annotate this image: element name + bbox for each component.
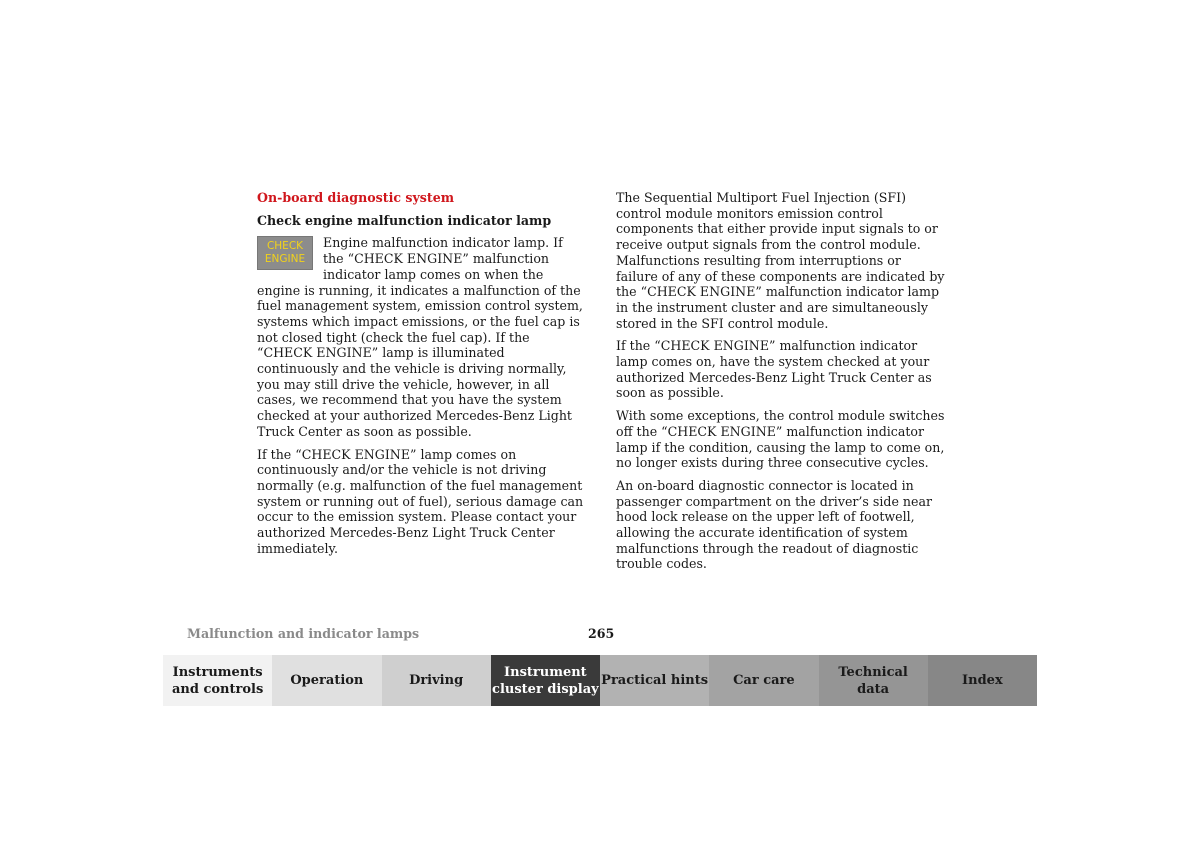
- left-column: [257, 190, 585, 563]
- body-paragraph: If the “CHECK ENGINE” lamp comes on continuously and/or the vehicle is not driving normally (e.g. malfunction of the fuel management system or running out of fuel), serious damage can occur to the emission system. Please contact your authorized Mercedes-Benz Light Truck Center immediately.: [257, 446, 584, 556]
- body-paragraph: With some exceptions, the control module switches off the “CHECK ENGINE” malfunction indicator lamp if the condition, causing the lamp to come on, no longer exists during three consecutive cycles.: [616, 408, 945, 471]
- tab-label: Technical data: [838, 664, 908, 697]
- lamp-label-line2: ENGINE: [264, 253, 306, 266]
- tab-label: Car care: [733, 673, 795, 688]
- chapter-navigation: [163, 655, 1037, 706]
- tab-driving[interactable]: [382, 655, 491, 706]
- body-paragraph: An on-board diagnostic connector is located in passenger compartment on the driver’s side near hood lock release on the upper left of footwell, allowing the accurate identification of system malfunctions through the readout of diagnostic trouble codes.: [616, 477, 932, 572]
- section-title: On-board diagnostic system: [257, 190, 455, 205]
- tab-label: Instruments and controls: [171, 664, 264, 697]
- tab-label: Index: [962, 673, 1003, 688]
- tab-technical-data[interactable]: [819, 655, 928, 706]
- body-paragraph: Engine malfunction indicator lamp. If the “CHECK ENGINE” malfunction indicator lamp comes on when the engine is running, it indicates a malfunction of the fuel management system, emission control system, systems which impact emissions, or the fuel cap is not closed tight (check the fuel cap). If the “CHECK ENGINE” lamp is illuminated continuously and the vehicle is driving normally, you may still drive the vehicle, however, in all cases, we recommend that you have the system checked at your authorized Mercedes-Benz Light Truck Center as soon as possible.: [257, 235, 583, 439]
- tab-label: Driving: [409, 673, 464, 688]
- tab-practical-hints[interactable]: [600, 655, 709, 706]
- tab-car-care[interactable]: [709, 655, 818, 706]
- tab-operation[interactable]: [272, 655, 381, 706]
- tab-label: Instrument cluster display: [492, 664, 599, 697]
- right-column: [616, 190, 946, 579]
- check-engine-lamp-icon: [257, 236, 313, 270]
- page-number: 265: [588, 626, 615, 641]
- tab-instruments-and-controls[interactable]: [163, 655, 272, 706]
- tab-label: Operation: [290, 673, 364, 688]
- body-paragraph: If the “CHECK ENGINE” malfunction indicator lamp comes on, have the system checked at your authorized Mercedes-Benz Light Truck Center as soon as possible.: [616, 338, 932, 401]
- tab-instrument-cluster-display[interactable]: [491, 655, 600, 706]
- tab-label: Practical hints: [601, 673, 709, 688]
- body-paragraph: The Sequential Multiport Fuel Injection (SFI) control module monitors emission control components that either provide input signals to or receive output signals from the control module. Malfunctions resulting from interruptions or failure of any of these components are indicated by the “CHECK ENGINE” malfunction indicator lamp in the instrument cluster and are simultaneously stored in the SFI control module.: [616, 190, 945, 331]
- footer-section-title: Malfunction and indicator lamps: [187, 626, 420, 641]
- sub-title: Check engine malfunction indicator lamp: [257, 212, 552, 228]
- lamp-label-line1: CHECK: [266, 240, 304, 253]
- tab-index[interactable]: [928, 655, 1037, 706]
